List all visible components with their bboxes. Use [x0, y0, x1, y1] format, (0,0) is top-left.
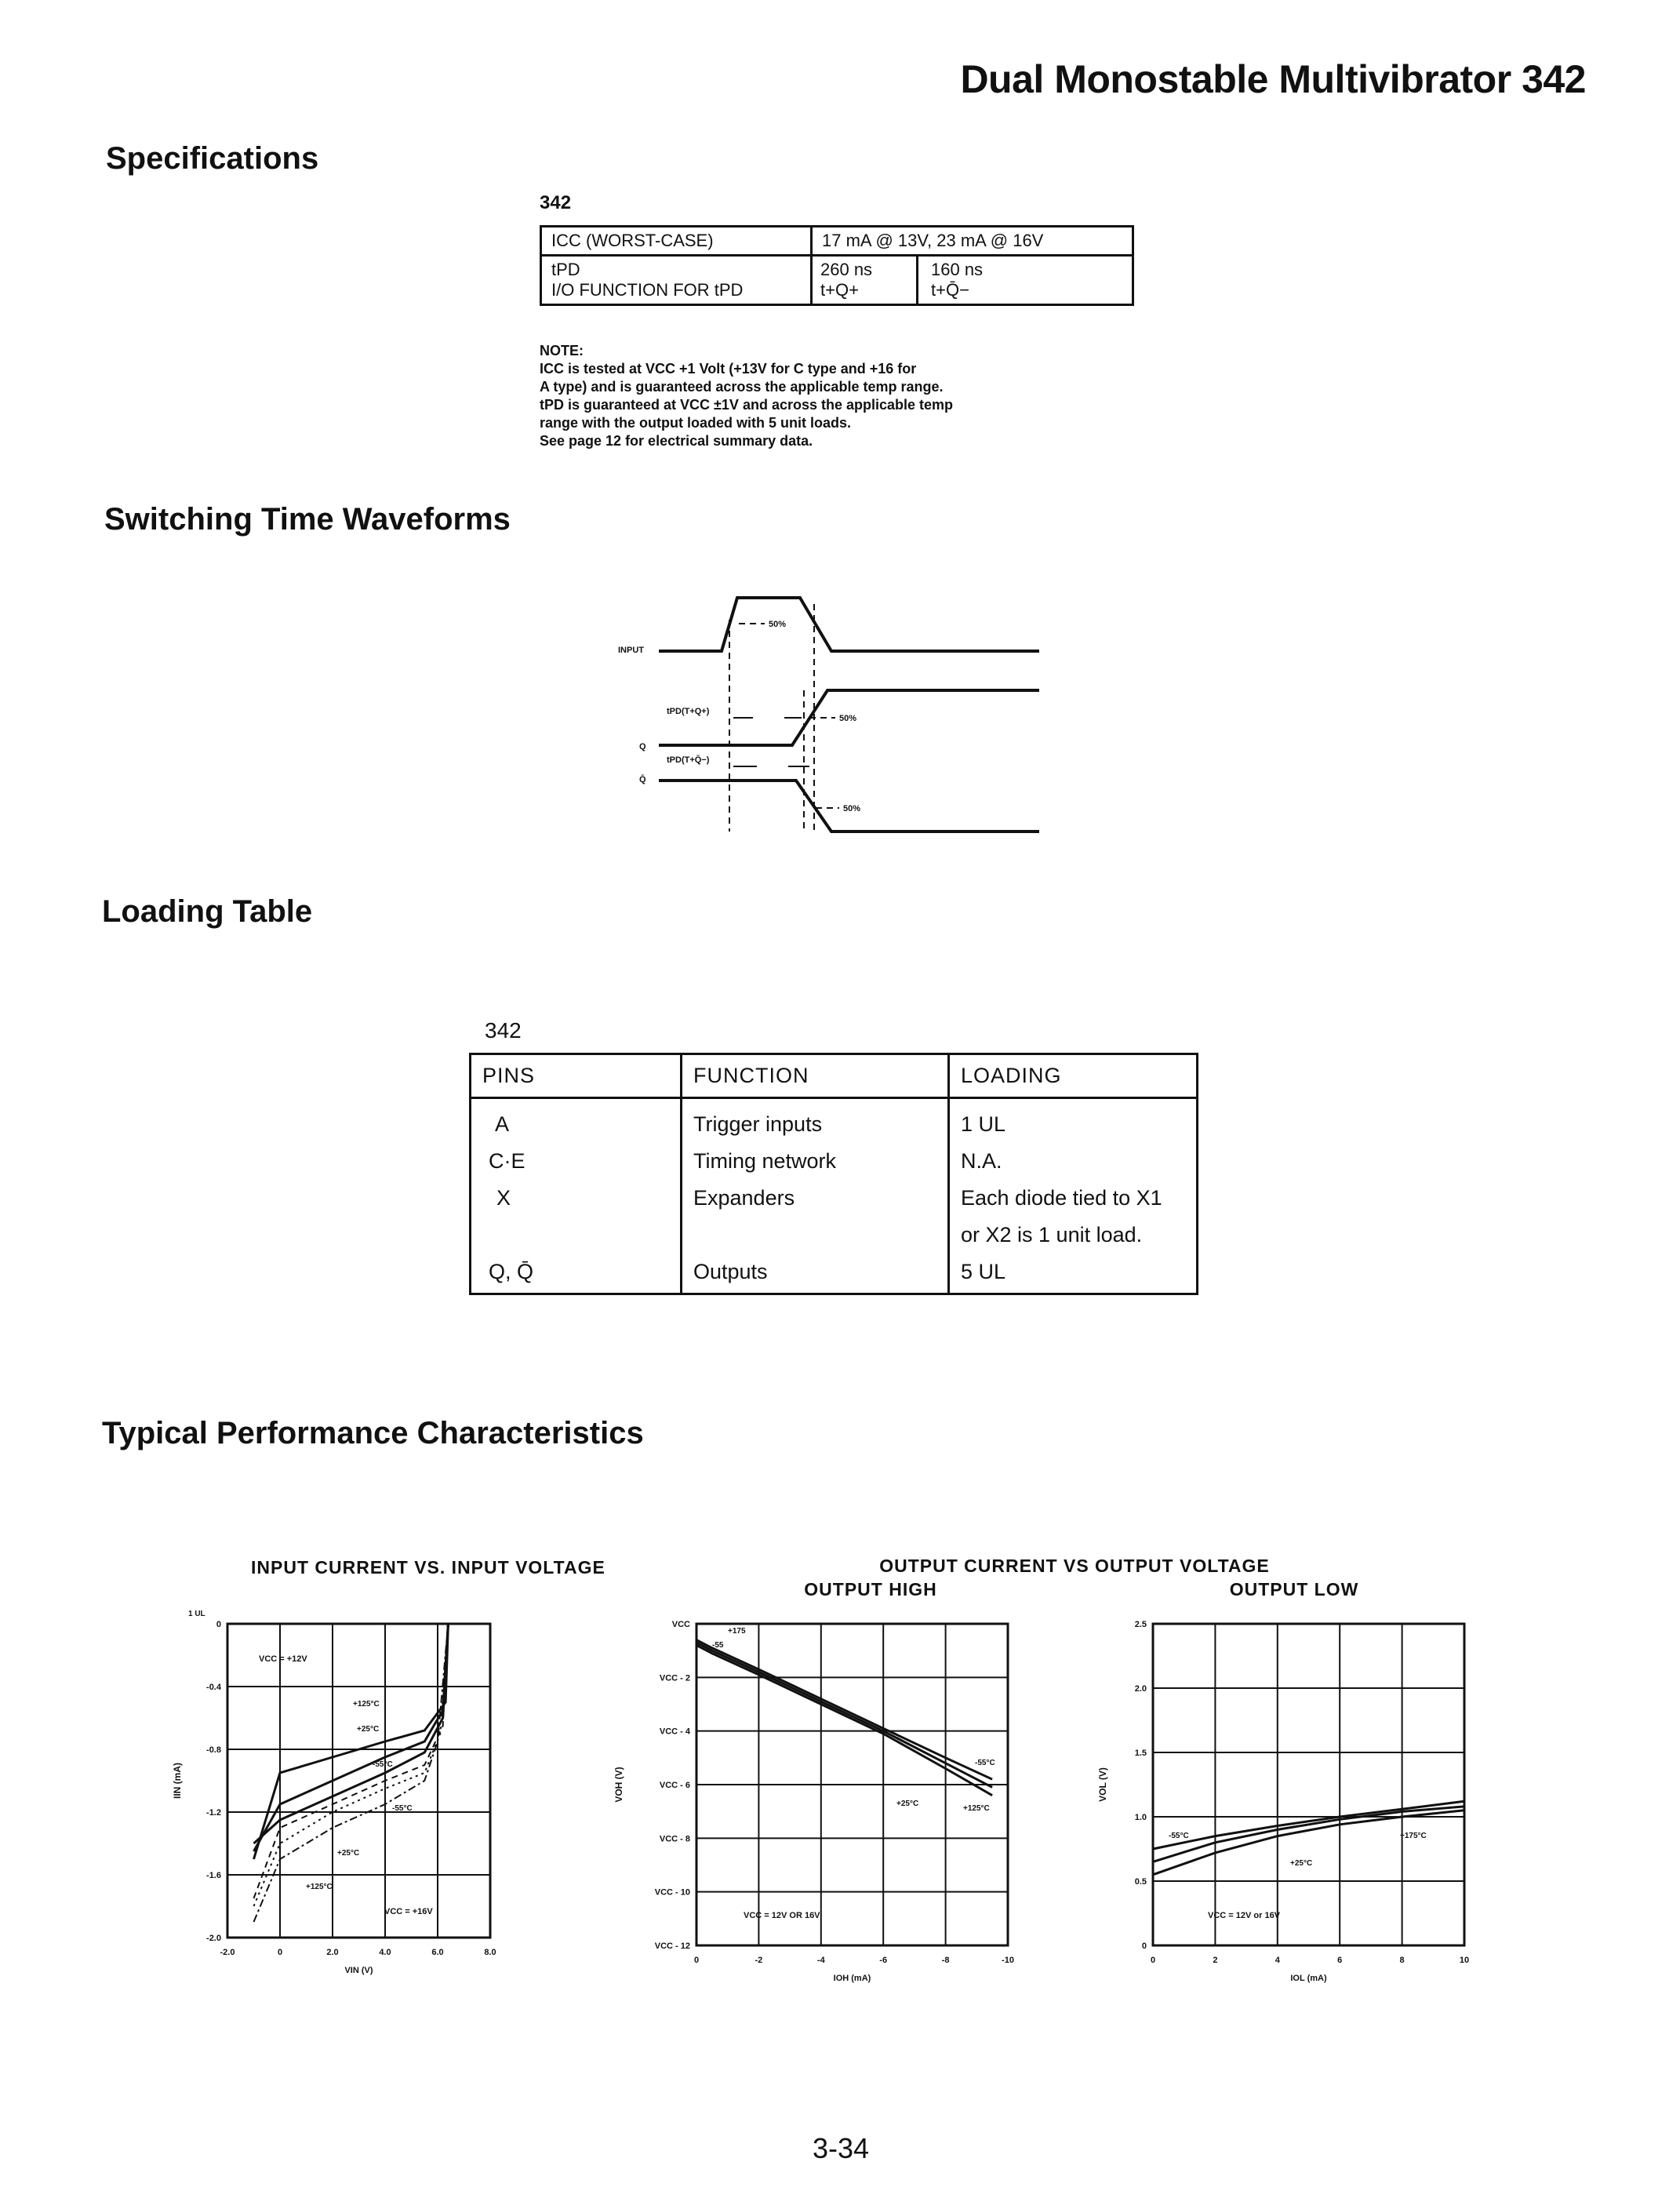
spec-part-label: 342	[540, 192, 572, 213]
function-cell: Outputs	[682, 1254, 949, 1294]
x-tick-label: 8	[1399, 1956, 1405, 1965]
input-chart-title	[251, 1556, 605, 1579]
x-tick-label: 0	[277, 1948, 283, 1957]
loading-cell: 5 UL	[949, 1254, 1198, 1294]
tpd-label: tPD	[551, 260, 580, 279]
function-cell: Trigger inputs	[682, 1098, 949, 1144]
input-waveform	[659, 598, 1039, 651]
legend-entry: VCC = +12V	[259, 1654, 307, 1664]
pins-cell: A	[471, 1098, 682, 1144]
series-line	[696, 1640, 992, 1780]
x-tick-label: 6	[1337, 1956, 1343, 1965]
curve-annotation: +175	[728, 1627, 746, 1636]
curve-annotation: -55	[712, 1641, 724, 1650]
io-function-label: I/O FUNCTION FOR tPD	[551, 280, 744, 300]
loading-cell: 1 UL	[949, 1098, 1198, 1144]
y-tick-label: VCC	[671, 1620, 690, 1629]
tpd-value-2: 160 ns	[931, 260, 984, 279]
y-axis-label: VOL (V)	[1097, 1767, 1108, 1802]
x-tick-label: 0	[1150, 1956, 1156, 1965]
y-tick-label: -0.8	[206, 1745, 221, 1755]
x-tick-label: 10	[1459, 1956, 1470, 1965]
input-chart-title-text: INPUT CURRENT VS. INPUT VOLTAGE	[251, 1557, 605, 1578]
y-tick-label: VCC - 6	[659, 1781, 690, 1790]
y-tick-label: -1.6	[206, 1871, 221, 1880]
pins-cell: Q, Q̄	[471, 1254, 682, 1294]
page-number: 3-34	[813, 2132, 870, 2164]
curve-annotation: -55°C	[975, 1759, 995, 1767]
y-tick-label: -1.2	[206, 1808, 221, 1818]
pins-cell	[471, 1217, 682, 1254]
x-tick-label: 4	[1275, 1956, 1280, 1965]
legend-entry: VCC = 12V or 16V	[1208, 1911, 1281, 1920]
col-header-pins: PINS	[471, 1054, 682, 1098]
curve-annotation: -55°C	[392, 1804, 413, 1813]
tpd-qbar-label: tPD(T+Q̄−)	[667, 755, 710, 765]
legend-entry: VCC = 12V OR 16V	[744, 1911, 820, 1920]
table-row	[471, 1143, 1198, 1180]
specifications-heading: Specifications	[106, 141, 319, 176]
spec-note	[540, 342, 1151, 450]
output-high-title: OUTPUT HIGH	[804, 1579, 937, 1599]
output-group-title: OUTPUT CURRENT VS OUTPUT VOLTAGE	[879, 1556, 1270, 1576]
document-title: Dual Monostable Multivibrator	[960, 57, 1511, 101]
curve-annotation: +25°C	[1290, 1859, 1313, 1868]
x-tick-label: 4.0	[379, 1948, 391, 1957]
x-tick-label: 2.0	[326, 1948, 339, 1957]
col-header-function: FUNCTION	[682, 1054, 949, 1098]
function-cell: Expanders	[682, 1180, 949, 1217]
q-50pct-label: 50%	[839, 714, 857, 723]
curve-annotation: +125°C	[306, 1883, 333, 1891]
series-line	[696, 1645, 992, 1795]
x-tick-label: 8.0	[484, 1948, 496, 1957]
y-tick-label: VCC - 12	[654, 1942, 690, 1951]
note-line: See page 12 for electrical summary data.	[540, 433, 813, 449]
table-row	[471, 1254, 1198, 1294]
q-label: Q	[639, 742, 646, 751]
curve-annotation: +25°C	[337, 1849, 360, 1858]
loading-heading: Loading Table	[102, 894, 313, 929]
function-cell: Timing network	[682, 1143, 949, 1180]
curve-annotation: +25°C	[896, 1800, 919, 1808]
input-50pct-label: 50%	[769, 620, 787, 629]
y-tick-label: VCC - 8	[659, 1834, 690, 1844]
page-header	[960, 56, 1586, 102]
loading-cell: or X2 is 1 unit load.	[949, 1217, 1198, 1254]
output-high-chart	[604, 1600, 1027, 2024]
tpd-q-label: tPD(T+Q+)	[667, 707, 710, 716]
x-axis-label: VIN (V)	[344, 1966, 373, 1975]
table-row	[471, 1180, 1198, 1217]
x-tick-label: 2	[1213, 1956, 1218, 1965]
note-line: ICC is tested at VCC +1 Volt (+13V for C type and +16 for	[540, 361, 917, 377]
curve-annotation: +125°C	[353, 1700, 380, 1709]
switching-waveform-diagram	[604, 580, 1059, 847]
input-current-chart	[157, 1600, 580, 2024]
legend-entry: VCC = +16V	[384, 1907, 433, 1916]
loading-table	[469, 1053, 1198, 1295]
x-tick-label: -10	[1002, 1956, 1014, 1965]
y-tick-label: 0	[1141, 1942, 1147, 1951]
loading-cell: Each diode tied to X1	[949, 1180, 1198, 1217]
io-value-1: t+Q+	[820, 280, 859, 300]
table-row	[471, 1217, 1198, 1254]
y-tick-label: 0.5	[1134, 1877, 1147, 1887]
x-tick-label: -4	[816, 1956, 825, 1965]
note-title: NOTE:	[540, 343, 584, 358]
y-tick-label: 2.0	[1134, 1684, 1147, 1694]
y-tick-label: VCC - 4	[659, 1727, 690, 1737]
y-tick-label: 2.5	[1134, 1620, 1147, 1629]
curve-annotation: -55°C	[373, 1760, 393, 1769]
note-line: A type) and is guaranteed across the applicable temp range.	[540, 379, 944, 395]
icc-value: 17 mA @ 13V, 23 mA @ 16V	[812, 227, 1133, 256]
output-low-chart	[1082, 1600, 1506, 2024]
qbar-50pct-label: 50%	[843, 804, 861, 813]
plot-frame	[1153, 1624, 1464, 1945]
y-axis-label: IIN (mA)	[172, 1763, 183, 1799]
loading-part-label: 342	[485, 1018, 522, 1043]
output-low-title: OUTPUT LOW	[1229, 1579, 1359, 1599]
pins-cell: X	[471, 1180, 682, 1217]
curve-annotation: +175°C	[1400, 1832, 1427, 1840]
input-label: INPUT	[618, 646, 644, 655]
x-tick-label: -2	[755, 1956, 763, 1965]
series-line	[254, 1624, 449, 1906]
note-line: range with the output loaded with 5 unit loads.	[540, 415, 851, 431]
y-tick-label: 0	[216, 1620, 221, 1629]
y-tick-label: -0.4	[206, 1683, 221, 1692]
performance-heading: Typical Performance Characteristics	[102, 1416, 644, 1450]
note-line: tPD is guaranteed at VCC ±1V and across the applicable temp	[540, 397, 954, 413]
y-tick-label: 1.0	[1134, 1813, 1147, 1822]
loading-table-header	[471, 1054, 1198, 1098]
waveforms-heading: Switching Time Waveforms	[104, 502, 511, 537]
curve-annotation: +125°C	[963, 1804, 990, 1813]
icc-label: ICC (WORST-CASE)	[541, 227, 812, 256]
y-tick-label: VCC - 2	[659, 1673, 690, 1683]
tpd-value-1: 260 ns	[820, 260, 873, 279]
curve-annotation: +25°C	[357, 1725, 380, 1734]
curve-annotation: -55°C	[1169, 1832, 1189, 1840]
qbar-label: Q̄	[639, 775, 646, 784]
table-row	[471, 1098, 1198, 1144]
function-cell	[682, 1217, 949, 1254]
x-tick-label: -6	[879, 1956, 888, 1965]
y-tick-label: VCC - 10	[654, 1887, 690, 1898]
y-tick-label: 1.5	[1134, 1749, 1147, 1758]
x-tick-label: 6.0	[431, 1948, 444, 1957]
x-tick-label: -2.0	[220, 1948, 235, 1957]
col-header-loading: LOADING	[949, 1054, 1198, 1098]
specifications-table	[540, 225, 1134, 306]
io-value-2: t+Q̄−	[931, 280, 969, 300]
unit-label: 1 UL	[188, 1610, 205, 1618]
y-axis-label: VOH (V)	[613, 1767, 624, 1803]
loading-cell: N.A.	[949, 1143, 1198, 1180]
part-number: 342	[1522, 57, 1586, 101]
x-tick-label: 0	[693, 1956, 700, 1965]
x-axis-label: IOH (mA)	[833, 1974, 871, 1983]
y-tick-label: -2.0	[206, 1934, 221, 1943]
x-axis-label: IOL (mA)	[1290, 1974, 1327, 1983]
pins-cell: C·E	[471, 1143, 682, 1180]
x-tick-label: -8	[941, 1956, 950, 1965]
